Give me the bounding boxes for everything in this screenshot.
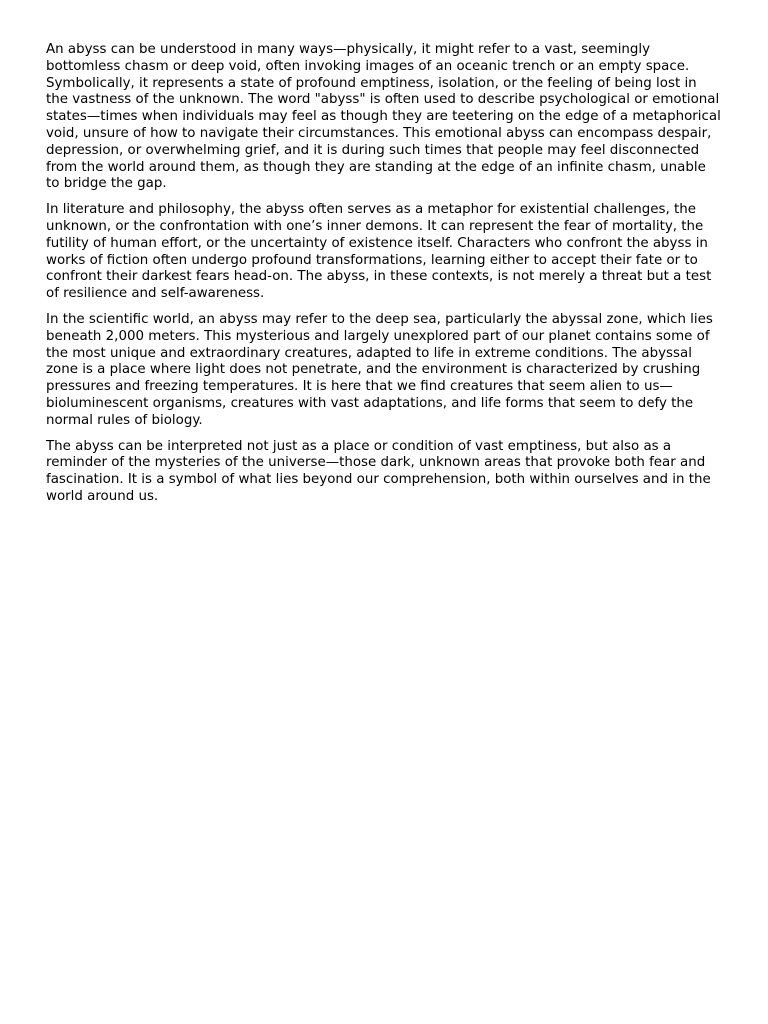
paragraph-3: In the scientific world, an abyss may refer to the deep sea, particularly the abyssal zone, which lies beneath 2,000 meters. This mysterious and largely unexplored part of our planet contains some of the most unique and extraordinary creatures, adapted to life in extreme conditions. The abyssal zone is a place where light does not penetrate, and the environment is characterized by crushing pressures and freezing temperatures. It is here that we find creatures that seem alien to us—bioluminescent organisms, creatures with vast adaptations, and life forms that seem to defy the normal rules of biology. — [46, 311, 713, 428]
paragraph-1: An abyss can be understood in many ways—physically, it might refer to a vast, seemingly bottomless chasm or deep void, often invoking images of an oceanic trench or an empty space. Symbolically, it represents a state of profound emptiness, isolation, or the feeling of being lost in the vastness of the unknown. The word "abyss" is often used to describe psychological or emotional states—times when individuals may feel as though they are teetering on the edge of a metaphorical void, unsure of how to navigate their circumstances. This emotional abyss can encompass despair, depression, or overwhelming grief, and it is during such times that people may feel disconnected from the world around them, as though they are standing at the edge of an infinite chasm, unable to bridge the gap. — [46, 42, 721, 192]
paragraph-4: The abyss can be interpreted not just as a place or condition of vast emptiness, but also as a reminder of the mysteries of the universe—those dark, unknown areas that provoke both fear and fascination. It is a symbol of what lies beyond our comprehension, both within ourselves and in the world around us. — [46, 438, 711, 504]
document-body — [46, 42, 722, 515]
paragraph-2: In literature and philosophy, the abyss often serves as a metaphor for existential challenges, the unknown, or the confrontation with one’s inner demons. It can represent the fear of mortality, the futility of human effort, or the uncertainty of existence itself. Characters who confront the abyss in works of fiction often undergo profound transformations, learning either to accept their fate or to confront their darkest fears head-on. The abyss, in these contexts, is not merely a threat but a test of resilience and self-awareness. — [46, 202, 712, 302]
